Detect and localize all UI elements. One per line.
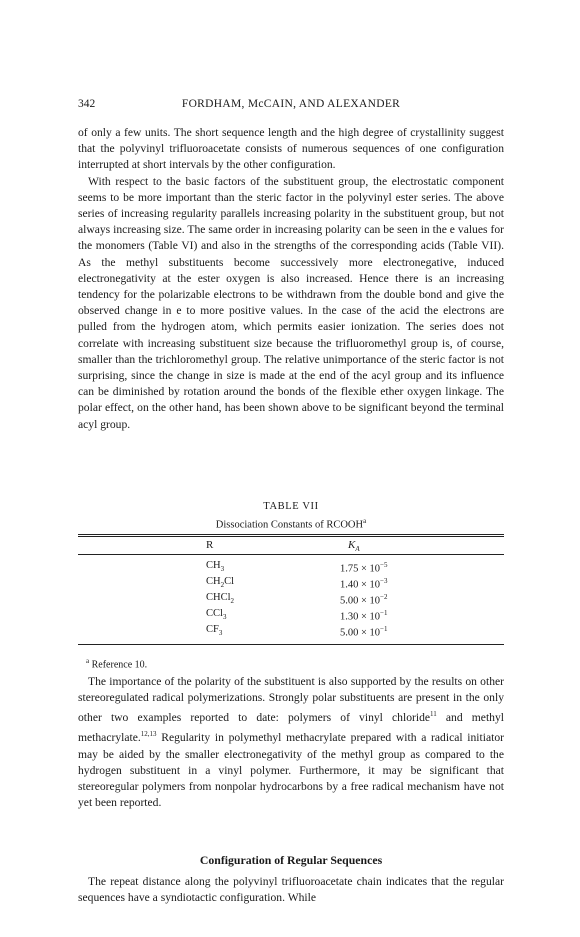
table-vii [78, 500, 504, 639]
table-caption: Dissociation Constants of RCOOH$^a$ [215, 517, 367, 531]
table-title: TABLE VII [263, 501, 319, 512]
running-header [78, 96, 504, 112]
footnote-mark: a [363, 517, 367, 525]
section-heading: Configuration of Regular Sequences [199, 853, 383, 867]
table-footnote: $^a$ Reference 10. [86, 657, 148, 671]
table-row [78, 558, 504, 573]
table-row [78, 574, 504, 589]
cell-r: $CF_3$ [206, 624, 223, 638]
table-row [78, 590, 504, 605]
column-header-ka: $K_A$ [348, 539, 360, 554]
reference-mark: 11 [430, 710, 437, 719]
body-text-top [78, 125, 504, 433]
table-row [78, 622, 504, 637]
page-number: 342 [78, 98, 96, 110]
paragraph: The repeat distance along the polyvinyl trifluoroacetate chain indicates that the regular sequences have a syndiotactic configuration. While [78, 875, 504, 905]
paragraph: With respect to the basic factors of the substituent group, the electrostatic component seems to be more important than the steric factor in the polyvinyl ester series. The above series of increasing regularity parallels increasing polarity in the substituent group, but not always increasing size. The same order in increasing polarity can be seen in the e values for the monomers (Table VI) and also in the strengths of the corresponding acids (Table VII). As the methyl substituents become successively more electronegative, induced electronegativity at the ester oxygen is also increased. Hence there is an increasing tendency for the polarizable electrons to be withdrawn from the double bond and give the observed change in e to more positive values. In the case of the acid the electrons are pulled from the hydrogen atom, which permits easier ionization. The series does not correlate with increasing substituent size because the trifluoromethyl group is, of course, smaller than the trichloromethyl group. The relative unimportance of the steric factor is not surprising, since the change in size is made at the end of the acyl group and its influence can be diminished by rotation around the bonds of the flexible ether oxygen linkage. The polar effect, on the other hand, has been shown above to be significant beyond the terminal acyl group. [78, 174, 504, 431]
column-header-r: R [206, 539, 214, 551]
paragraph: of only a few units. The short sequence length and the high degree of crystallinity suggest that the polyvinyl trifluoroacetate consists of numerous sequences of one configuration interrupted at short intervals by the other configuration. [78, 126, 504, 172]
reference-mark: 12,13 [140, 730, 157, 739]
table-rule-bottom [78, 644, 504, 645]
running-head-authors: FORDHAM, McCAIN, AND ALEXANDER [181, 98, 401, 110]
cell-r: CHCl$_2$ [206, 592, 235, 606]
cell-ka: $5.00 \times 10^{-2}$ [340, 593, 388, 607]
table-rule-top [78, 534, 504, 535]
cell-r: $CH_2Cl$ [206, 576, 235, 590]
cell-ka: $1.75 \times 10^{-5}$ [340, 561, 388, 575]
cell-ka: $5.00 \times 10^{-1}$ [340, 625, 388, 639]
cell-r: $CH_3$ [206, 560, 225, 574]
body-text-middle [78, 674, 504, 811]
table-rule-top-double [78, 536, 504, 537]
paragraph: The importance of the polarity of the substituent is also supported by the results on other stereoregulated radical polymerizations. Strongly polar substituents are present in the only other two examples reported to date: polymers of vinyl chloride$^{11}$ and methyl methacrylate.$^{12,13}$ Regularity in polymethyl methacrylate prepared with a radical initiator may be aided by the smaller electronegativity of the methyl group as compared to the hydrogen substituent in a vinyl polymer. Furthermore, it may be significant that stereoregular polymers from nonpolar hydrocarbons by a free radical mechanism have not yet been reported. [78, 675, 504, 810]
body-text-bottom [78, 874, 504, 906]
table-row [78, 606, 504, 621]
cell-r: CCl$_3$ [206, 608, 227, 622]
cell-ka: $1.40 \times 10^{-3}$ [340, 577, 388, 591]
cell-ka: $1.30 \times 10^{-1}$ [340, 609, 388, 623]
table-rule-head [78, 554, 504, 555]
